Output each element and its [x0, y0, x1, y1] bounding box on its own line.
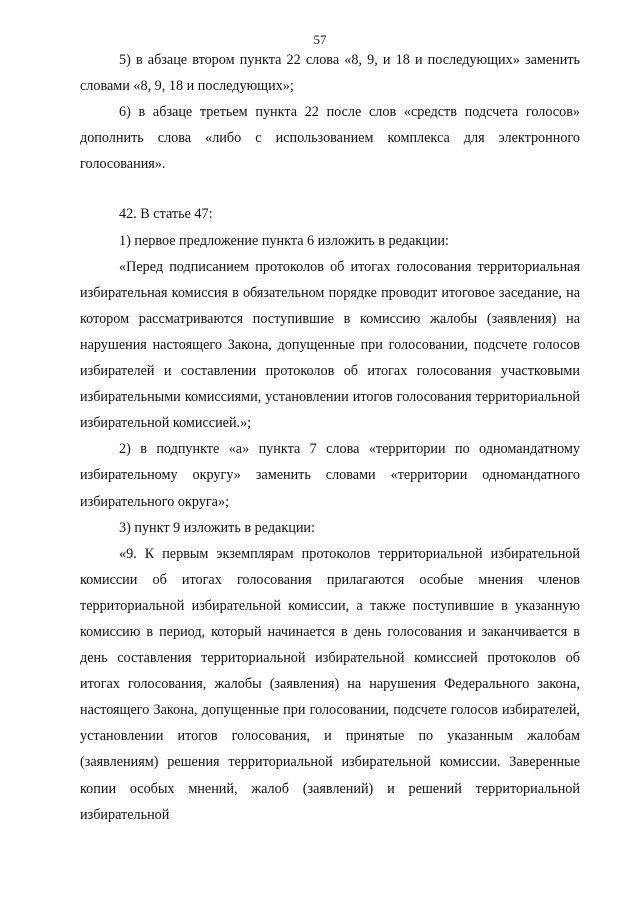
page-number: 57 [313, 32, 327, 47]
quoted-amendment-clause-9: «9. К первым экземплярам протоколов территориальной избирательной комиссии об итогах голосования прилагаются особые мнения членов территориальной избирательной комиссии, а также поступившие в указанную комиссию в период, который начинается в день голосования и заканчивается в день составления территориальной избирательной комиссией протоколов об итогах голосования, жалобы (заявления) на нарушения Федерального закона, настоящего Закона, допущенные при голосовании, подсчете голосов избирателей, установлении итогов голосования, и принятые по указанным жалобам (заявлениям) решения территориальной избирательной комиссии. Заверенные копии особых мнений, жалоб (заявлений) и решений территориальной избирательной [80, 545, 580, 823]
paragraph-gap [80, 177, 580, 201]
article-47-heading: 42. В статье 47: [119, 206, 213, 223]
paragraph-item-5: 5) в абзаце втором пункта 22 слова «8, 9, и 18 и последующих» заменить словами «8, 9, 18 и последующих»; [80, 52, 580, 95]
paragraph-item-2: 2) в подпункте «а» пункта 7 слова «территории по одномандатному избирательному округу» заменить словами «территории одномандатного избирательного округа»; [80, 441, 580, 510]
quoted-amendment-clause-6: «Перед подписанием протоколов об итогах голосования территориальная избирательная комиссия в обязательном порядке проводит итоговое заседание, на котором рассматриваются поступившие в комиссию жалобы (заявления) на нарушения настоящего Закона, допущенные при голосовании, подсчете голосов избирателей и составлении протоколов об итогах голосования участковыми избирательными комиссиями, установлении итогов голосования территориальной избирательной комиссией.»; [80, 258, 580, 432]
document-body [80, 47, 580, 828]
paragraph-item-1: 1) первое предложение пункта 6 изложить в редакции: [119, 232, 449, 249]
paragraph-item-3: 3) пункт 9 изложить в редакции: [119, 519, 315, 536]
paragraph-item-6: 6) в абзаце третьем пункта 22 после слов «средств подсчета голосов» дополнить слова «либо с использованием комплекса для электронного голосования». [80, 104, 580, 173]
